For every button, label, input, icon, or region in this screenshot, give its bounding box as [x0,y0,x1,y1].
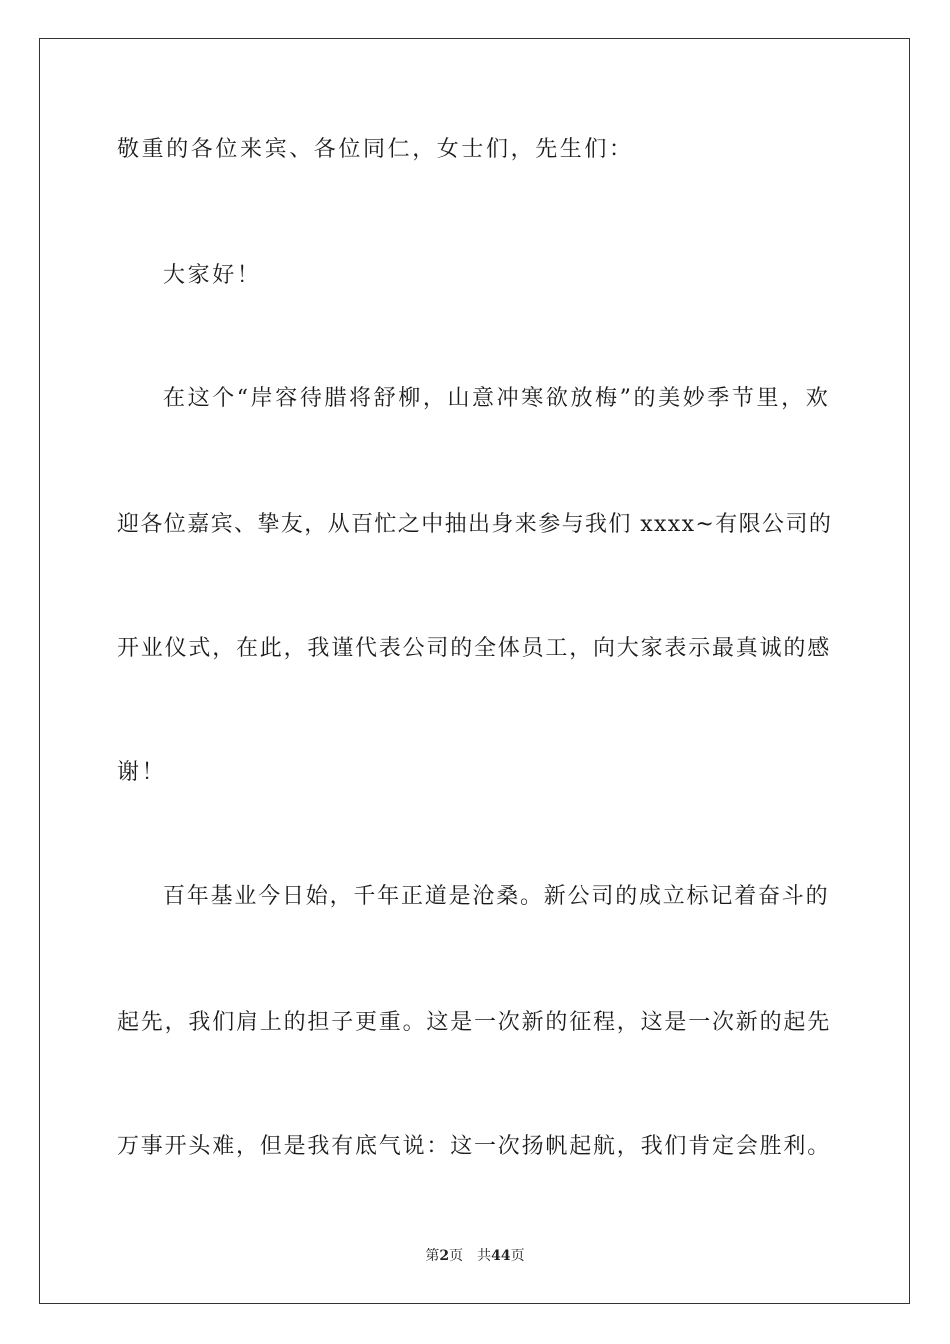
total-prefix: 共 [477,1248,492,1264]
greeting-line: 大家好！ [163,263,262,288]
paragraph-1-line-4: 谢！ [117,760,167,785]
paragraph-2-line-3: 万事开头难，但是我有底气说：这一次扬帆起航，我们肯定会胜利。 [117,1134,832,1159]
paragraph-2-line-1: 百年基业今日始，千年正道是沧桑。新公司的成立标记着奋斗的 [163,884,830,909]
paragraph-2-line-2: 起先，我们肩上的担子更重。这是一次新的征程，这是一次新的起先 [117,1010,832,1035]
paragraph-1-line-1: 在这个“岸容待腊将舒柳，山意冲寒欲放梅”的美妙季节里，欢 [163,386,831,411]
salutation-line: 敬重的各位来宾、各位同仁，女士们，先生们： [117,137,634,162]
page-footer [0,1247,950,1265]
page-prefix: 第 [425,1248,440,1264]
paragraph-1-line-3: 开业仪式，在此，我谨代表公司的全体员工，向大家表示最真诚的感 [117,636,832,661]
page-suffix: 页 [449,1248,464,1264]
total-suffix: 页 [510,1248,525,1264]
current-page-number: 2 [439,1248,450,1264]
page-border [39,38,910,1304]
total-page-count: 44 [491,1248,511,1264]
paragraph-1-line-2: 迎各位嘉宾、挚友，从百忙之中抽出身来参与我们 xxxx~有限公司的 [117,512,833,537]
